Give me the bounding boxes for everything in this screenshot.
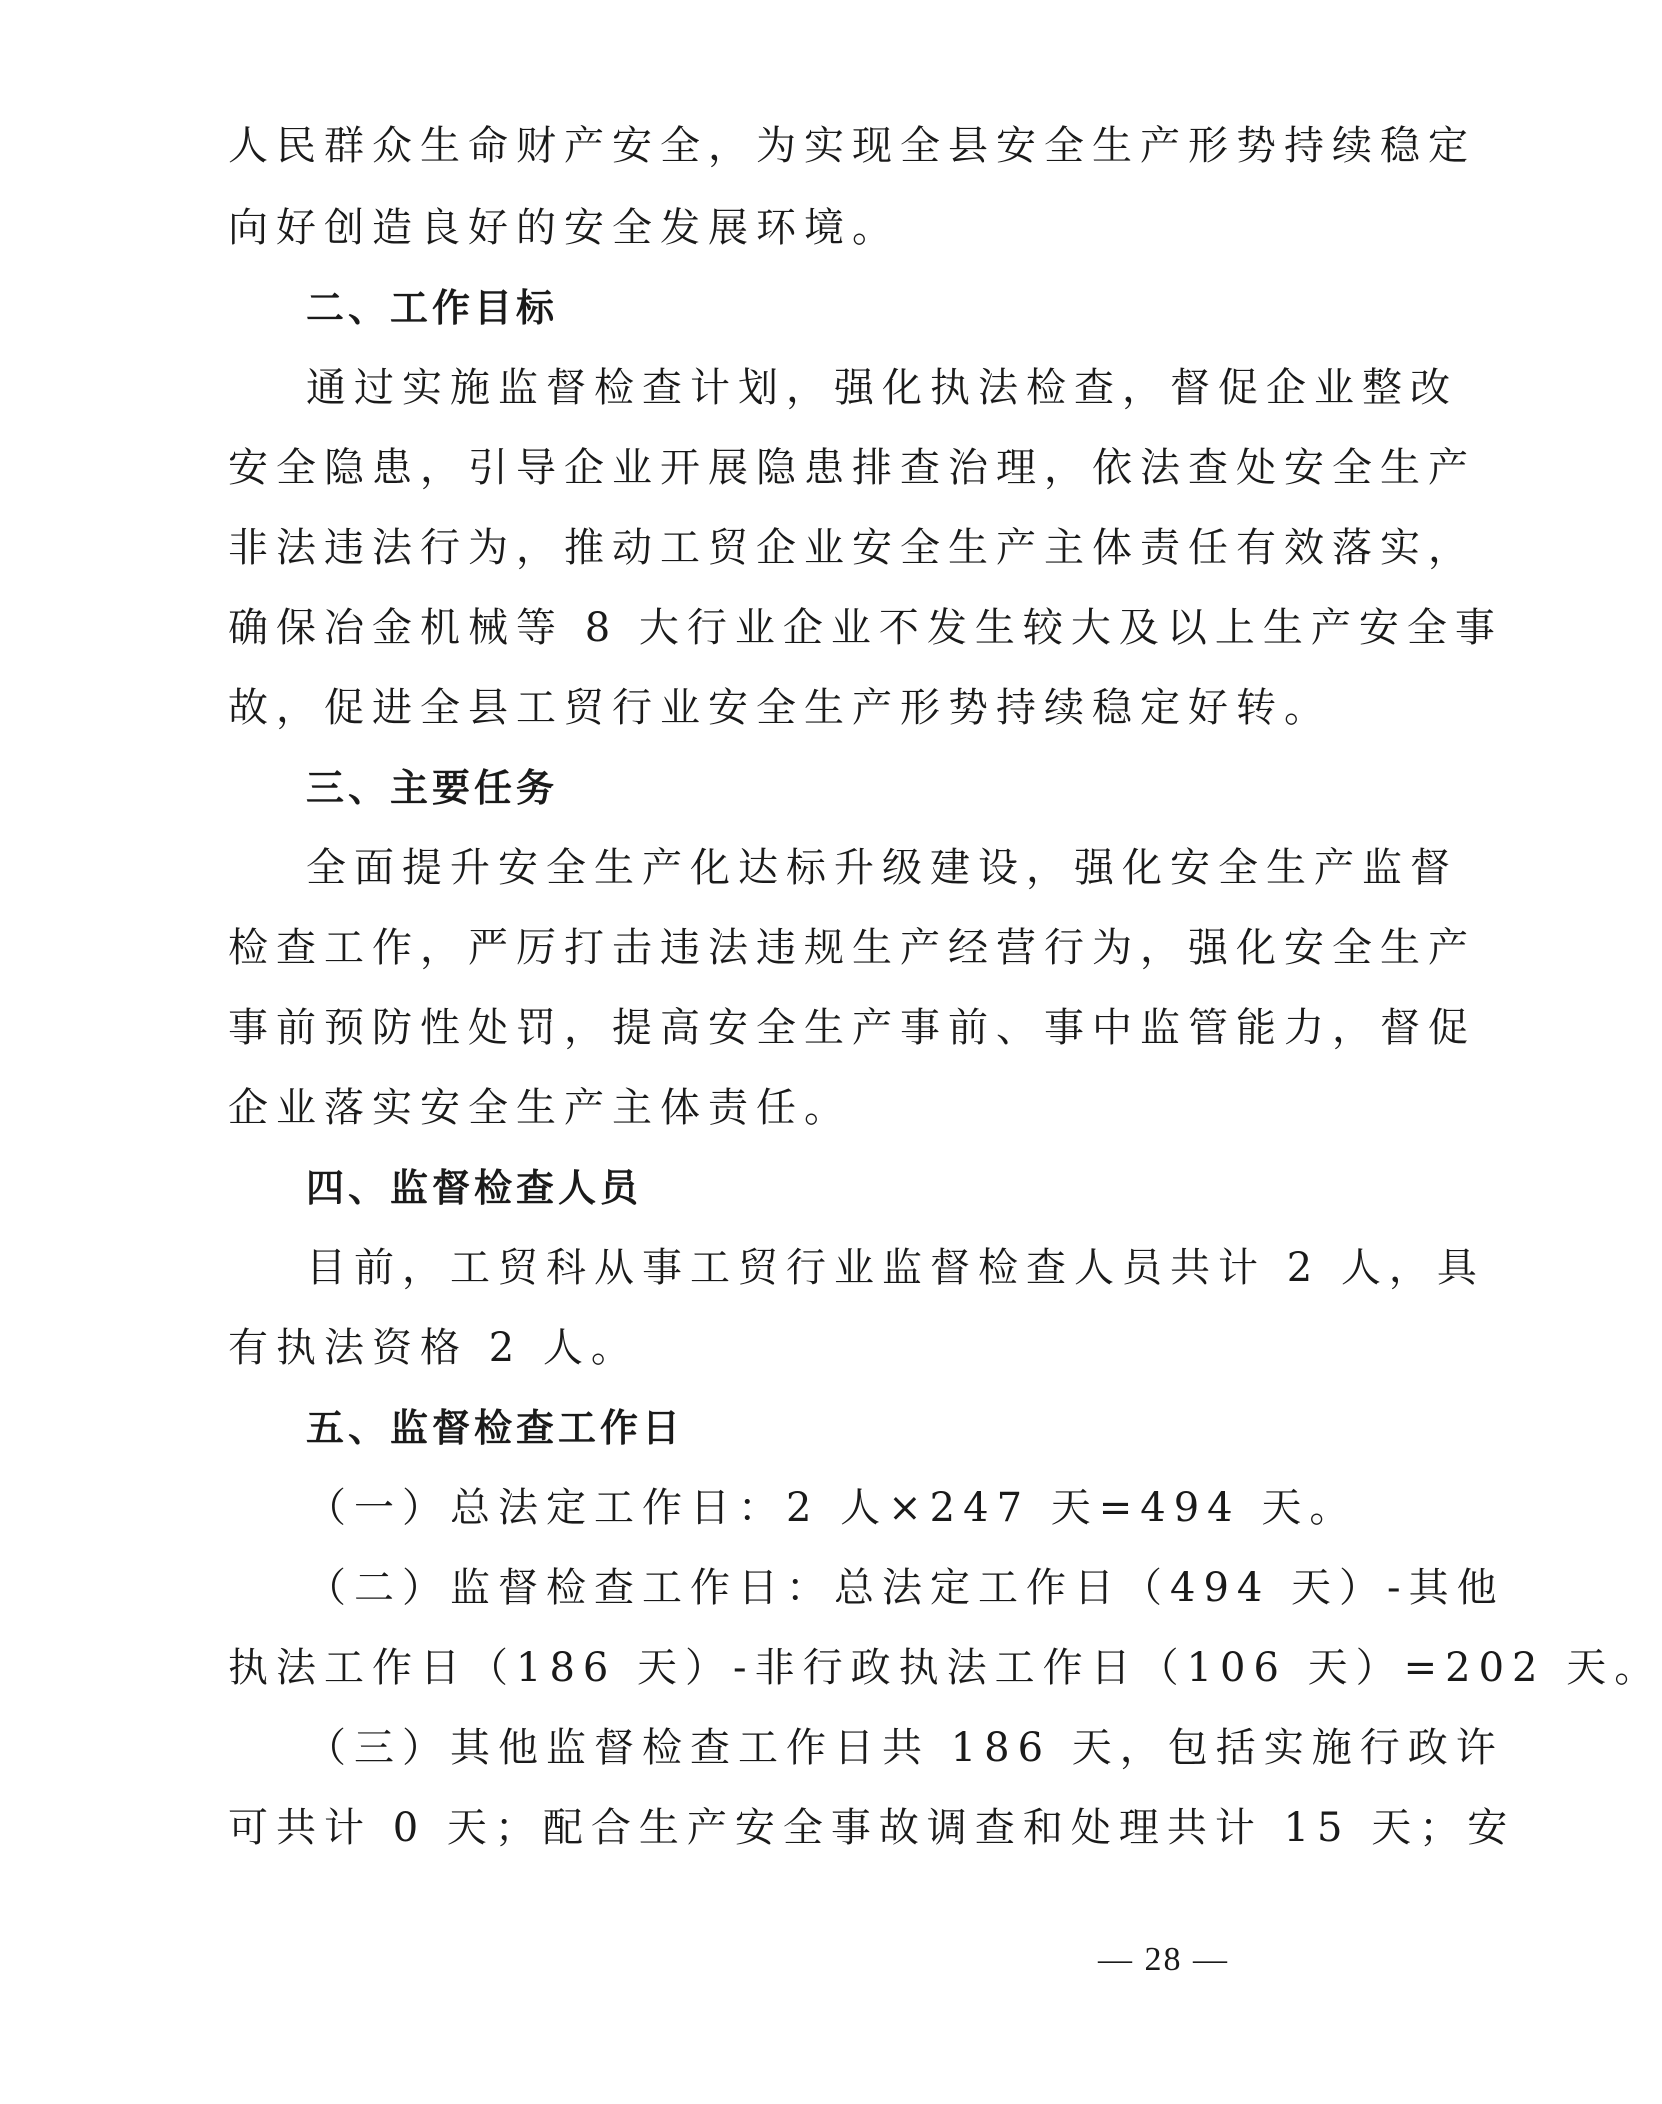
paragraph-line-8: 全面提升安全生产化达标升级建设，强化安全生产监督 <box>306 845 1458 891</box>
page-number: — 28 — <box>1098 1941 1229 1978</box>
paragraph-line-18: 可共计 0 天；配合生产安全事故调查和处理共计 15 天；安 <box>228 1805 1516 1851</box>
paragraph-line-3: 通过实施监督检查计划，强化执法检查，督促企业整改 <box>306 365 1458 411</box>
section-heading-work-goals: 二、工作目标 <box>306 286 559 330</box>
section-heading-inspection-staff: 四、监督检查人员 <box>306 1166 643 1210</box>
paragraph-line-1: 人民群众生命财产安全，为实现全县安全生产形势持续稳定 <box>228 123 1476 169</box>
paragraph-line-11: 企业落实安全生产主体责任。 <box>228 1085 852 1131</box>
section-heading-inspection-workdays: 五、监督检查工作日 <box>306 1406 685 1450</box>
paragraph-line-6: 确保冶金机械等 8 大行业企业不发生较大及以上生产安全事 <box>228 605 1503 651</box>
paragraph-line-15: （二）监督检查工作日：总法定工作日（494 天）-其他 <box>306 1565 1505 1611</box>
paragraph-line-14: （一）总法定工作日：2 人×247 天=494 天。 <box>306 1485 1358 1531</box>
paragraph-line-12: 目前，工贸科从事工贸行业监督检查人员共计 2 人，具 <box>306 1245 1485 1291</box>
paragraph-line-17: （三）其他监督检查工作日共 186 天，包括实施行政许 <box>306 1725 1504 1771</box>
paragraph-line-2: 向好创造良好的安全发展环境。 <box>228 205 900 251</box>
paragraph-line-4: 安全隐患，引导企业开展隐患排查治理，依法查处安全生产 <box>228 445 1476 491</box>
paragraph-line-7: 故，促进全县工贸行业安全生产形势持续稳定好转。 <box>228 685 1332 731</box>
paragraph-line-13: 有执法资格 2 人。 <box>228 1325 639 1371</box>
paragraph-line-9: 检查工作，严厉打击违法违规生产经营行为，强化安全生产 <box>228 925 1476 971</box>
section-heading-main-tasks: 三、主要任务 <box>306 766 559 810</box>
paragraph-line-16: 执法工作日（186 天）-非行政执法工作日（106 天）=202 天。 <box>228 1645 1662 1691</box>
paragraph-line-5: 非法违法行为，推动工贸企业安全生产主体责任有效落实， <box>228 525 1476 571</box>
paragraph-line-10: 事前预防性处罚，提高安全生产事前、事中监管能力，督促 <box>228 1005 1476 1051</box>
